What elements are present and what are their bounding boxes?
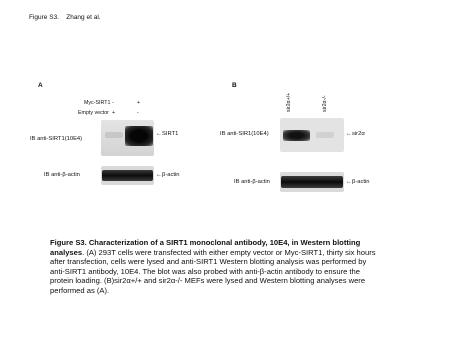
- panel-a-row2-mark-2: -: [137, 110, 139, 116]
- figure-label: Figure S3.: [29, 14, 59, 21]
- arrow-left-icon: ←: [346, 179, 352, 185]
- panel-b-lane1-label: sir2α+/+: [286, 92, 292, 112]
- panel-b-sir2-band-lane2: [316, 132, 334, 138]
- panel-a-ib2-label: IB anti-β-actin: [44, 172, 80, 178]
- panel-b-ib2-label: IB anti-β-actin: [234, 179, 270, 185]
- arrow-left-icon: ←: [156, 131, 162, 137]
- panel-a-sirt1-band-lane2: [125, 126, 153, 146]
- panel-b-band1-text: sir2α: [352, 131, 365, 137]
- panel-a-band1-text: SIRT1: [162, 131, 179, 137]
- panel-a-row2-mark-1: +: [112, 110, 116, 116]
- panel-b-ib1-label: IB anti-SIR1(10E4): [220, 131, 269, 137]
- panel-a-sirt1-band-lane1: [105, 132, 123, 138]
- panel-a-band2-label: [156, 172, 180, 178]
- figure-caption: [50, 238, 380, 296]
- panel-a-row1-mark-2: +: [137, 100, 141, 106]
- panel-a-actin-band: [102, 170, 153, 181]
- caption-title: Figure S3. Characterization of a SIRT1 monoclonal antibody, 10E4, in Western blotting analyses: [50, 238, 361, 257]
- authors: Zhang et al.: [66, 14, 101, 21]
- panel-b-band1-label: [346, 131, 365, 137]
- panel-b-letter: B: [232, 82, 237, 89]
- panel-b-blot-sir2: [280, 118, 344, 152]
- panel-b-band2-label: [346, 179, 370, 185]
- panel-b-blot-actin: [280, 172, 344, 192]
- arrow-left-icon: ←: [156, 172, 162, 178]
- panel-b-band2-text: β-actin: [352, 179, 370, 185]
- panel-a-blot-sirt1: [101, 120, 154, 156]
- panel-a-row2-label: Empty vector: [78, 110, 109, 116]
- panel-a-band2-text: β-actin: [162, 172, 180, 178]
- panel-a-letter: A: [38, 82, 43, 89]
- panel-a-ib1-label: IB anti-SIRT1(10E4): [30, 136, 83, 142]
- panel-b-sir2-band-lane1: [283, 130, 310, 141]
- panel-a-row1-label: Myc-SIRT1: [84, 100, 111, 106]
- arrow-left-icon: ←: [346, 131, 352, 137]
- panel-a-blot-actin: [101, 166, 154, 185]
- panel-b-lane2-label: sir2α-/-: [322, 95, 328, 112]
- panel-b-actin-band: [281, 176, 343, 188]
- caption-body: . (A) 293T cells were transfected with either empty vector or Myc-SIRT1, thirty six hours after transfection, cells were lysed and anti-SIRT1 Western blotting analysis was performed by anti-SIRT1 antibody, 10E4. The blot was also probed with anti-β-actin antibody to ensure the protein loading. (B)sir2α+/+ and sir2α-/- MEFs were lysed and Western blotting analyses were performed as (A).: [50, 247, 376, 295]
- panel-a-row1-mark-1: -: [112, 100, 114, 106]
- panel-a-band1-label: [156, 131, 178, 137]
- figure-header: [29, 14, 101, 21]
